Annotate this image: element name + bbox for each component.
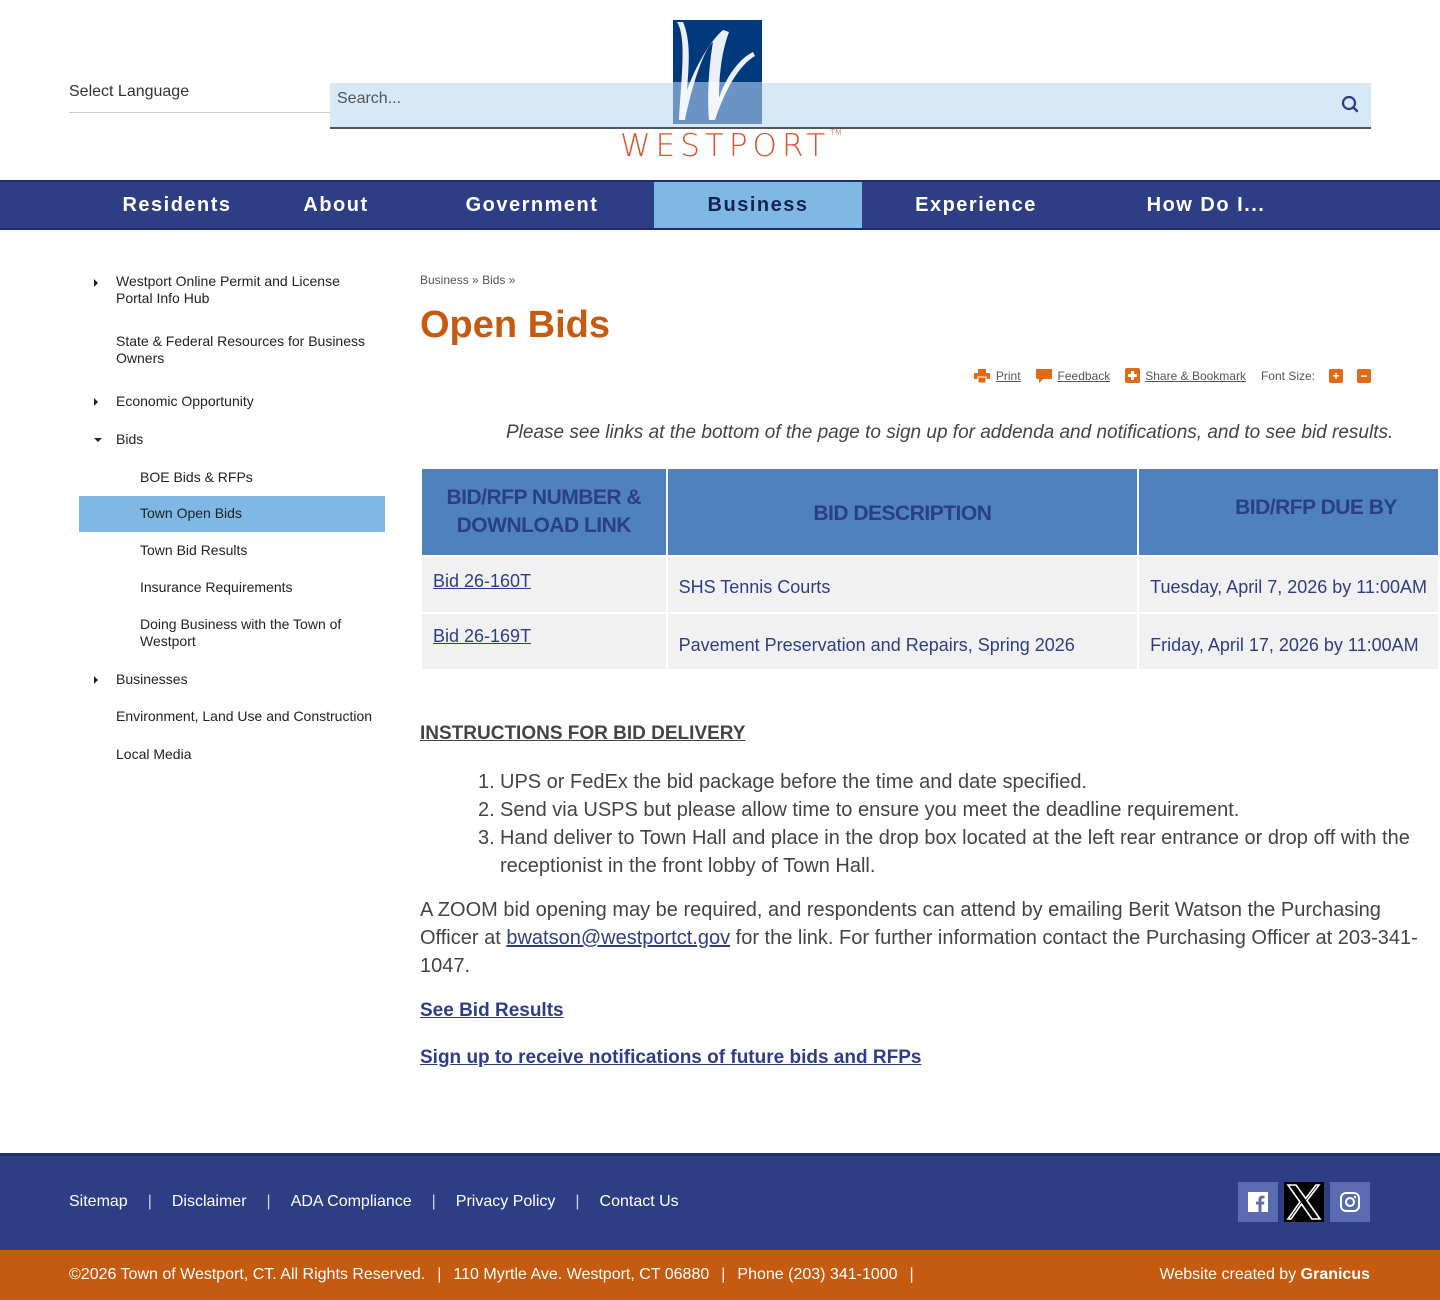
- granicus-link[interactable]: Granicus: [1300, 1266, 1370, 1283]
- facebook-link[interactable]: [1238, 1182, 1278, 1222]
- nav-item-experience[interactable]: Experience: [915, 193, 1037, 216]
- intro-text: Please see links at the bottom of the page to sign up for addenda and notifications, and to see bid results.: [506, 422, 1394, 443]
- sidebar-item-insurance-requirements[interactable]: [79, 569, 385, 606]
- footer-link-privacy[interactable]: Privacy Policy: [455, 1193, 556, 1210]
- x-logo-icon: [1285, 1183, 1323, 1221]
- sidebar-item-local-media[interactable]: [79, 735, 385, 773]
- footer-link-ada[interactable]: ADA Compliance: [290, 1193, 412, 1210]
- logo-wordmark: WESTPORT™: [620, 128, 842, 164]
- bid-number-cell: [422, 557, 666, 612]
- instructions-list: [478, 768, 1438, 880]
- sidebar-item-label: Doing Business with the Town of Westport: [140, 616, 342, 649]
- sidebar-item-economic-opportunity[interactable]: [79, 372, 385, 418]
- caret-down-icon: [94, 438, 102, 442]
- notifications-signup-link[interactable]: Sign up to receive notifications of future bids and RFPs: [420, 1047, 922, 1068]
- footer-bottom-bar: [0, 1250, 1440, 1300]
- table-header-row: [422, 469, 1438, 555]
- footer-link-sitemap[interactable]: Sitemap: [69, 1193, 128, 1210]
- sidebar-item-boe-bids[interactable]: [79, 456, 385, 496]
- nav-item-residents[interactable]: Residents: [122, 193, 232, 216]
- caret-right-icon: [94, 279, 98, 287]
- site-footer: [0, 1153, 1440, 1250]
- footer-contact-info: ©2026 Town of Westport, CT. All Rights Reserved. | 110 Myrtle Ave. Westport, CT 06880 | Phone (203) 341-1000 |: [69, 1266, 914, 1283]
- westport-w-logo-icon: [673, 20, 762, 124]
- bid-description-cell: SHS Tennis Courts: [668, 557, 1138, 612]
- search-input[interactable]: [330, 83, 1310, 127]
- table-row: [422, 557, 1438, 612]
- bid-description-cell: Pavement Preservation and Repairs, Spring 2026: [668, 614, 1138, 669]
- westport-logo[interactable]: [620, 20, 842, 165]
- sidebar-item-permit-portal[interactable]: [79, 268, 379, 312]
- nav-item-about[interactable]: About: [303, 193, 369, 216]
- language-select[interactable]: [69, 80, 371, 113]
- feedback-button[interactable]: Feedback: [1036, 369, 1111, 383]
- caret-right-icon: [94, 398, 98, 406]
- sidebar-item-town-bid-results[interactable]: [79, 532, 385, 569]
- bid-due-cell: Tuesday, April 7, 2026 by 11:00AM: [1139, 557, 1438, 612]
- bid-download-link[interactable]: Bid 26-169T: [433, 626, 532, 646]
- sidebar-item-label: Businesses: [116, 671, 188, 687]
- sidebar-item-label: Environment, Land Use and Construction: [116, 708, 373, 724]
- speech-bubble-icon: [1036, 369, 1052, 383]
- address-text: 110 Myrtle Ave. Westport, CT 06880: [453, 1266, 710, 1283]
- bids-table: [420, 467, 1440, 671]
- printer-icon: [974, 369, 990, 383]
- see-bid-results-link[interactable]: See Bid Results: [420, 1000, 564, 1021]
- purchasing-email-link[interactable]: bwatson@westportct.gov: [506, 927, 731, 949]
- sidebar-item-label: Town Open Bids: [140, 505, 242, 521]
- breadcrumb: Business » Bids »: [420, 273, 516, 287]
- instruction-item: 2. Send via USPS but please allow time to ensure you meet the deadline requirement.: [478, 799, 1240, 821]
- page-title: Open Bids: [420, 304, 611, 346]
- sidebar-item-town-open-bids[interactable]: [79, 496, 385, 532]
- facebook-icon: [1248, 1192, 1268, 1212]
- search-button[interactable]: [1339, 93, 1361, 115]
- sidebar-nav: [79, 268, 385, 773]
- column-header-due-by: BID/RFP DUE BY: [1139, 469, 1438, 555]
- site-header: [0, 0, 1440, 180]
- sidebar-item-label: Westport Online Permit and License Portal Info Hub: [116, 273, 340, 306]
- table-row: [422, 614, 1438, 669]
- nav-item-how-do-i[interactable]: How Do I...: [1146, 193, 1266, 216]
- search-icon: [1339, 93, 1361, 115]
- bid-due-cell: Friday, April 17, 2026 by 11:00AM: [1139, 614, 1438, 669]
- sidebar-item-doing-business[interactable]: [79, 606, 385, 660]
- copyright-text: ©2026 Town of Westport, CT. All Rights Reserved.: [69, 1266, 426, 1283]
- x-twitter-link[interactable]: [1284, 1182, 1324, 1222]
- breadcrumb-bids[interactable]: Bids: [482, 273, 506, 287]
- search-bar: [330, 83, 1371, 129]
- language-select-label: Select Language: [69, 83, 190, 100]
- sidebar-item-state-federal-resources[interactable]: [79, 312, 379, 372]
- nav-item-government[interactable]: Government: [465, 193, 599, 216]
- share-bookmark-button[interactable]: Share & Bookmark: [1125, 368, 1246, 383]
- footer-link-disclaimer[interactable]: Disclaimer: [171, 1193, 247, 1210]
- footer-links: Sitemap | Disclaimer | ADA Compliance | Privacy Policy | Contact Us: [69, 1193, 679, 1210]
- column-header-bid-number: BID/RFP NUMBER & DOWNLOAD LINK: [422, 469, 666, 555]
- sidebar-item-label: Bids: [116, 431, 144, 447]
- sidebar-item-businesses[interactable]: [79, 660, 385, 698]
- website-credit: Website created by Granicus: [1159, 1266, 1370, 1283]
- page-tools: [959, 368, 1371, 383]
- main-nav: [0, 180, 1440, 230]
- caret-right-icon: [94, 676, 98, 684]
- footer-link-contact[interactable]: Contact Us: [599, 1193, 679, 1210]
- sidebar-item-environment-land-use[interactable]: [79, 698, 385, 735]
- bid-download-link[interactable]: Bid 26-160T: [433, 571, 532, 591]
- instruction-item: 3. Hand deliver to Town Hall and place in the drop box located at the left rear entrance or drop off with the receptionist in the front lobby of Town Hall.: [478, 827, 1410, 877]
- bid-number-cell: [422, 614, 666, 669]
- instructions-heading: INSTRUCTIONS FOR BID DELIVERY: [420, 723, 746, 744]
- phone-text: Phone (203) 341-1000: [737, 1266, 898, 1283]
- instruction-item: 1. UPS or FedEx the bid package before the time and date specified.: [478, 771, 1088, 793]
- sidebar-item-bids[interactable]: [79, 418, 385, 456]
- font-decrease-button[interactable]: −: [1357, 369, 1371, 383]
- column-header-bid-description: BID DESCRIPTION: [668, 469, 1138, 555]
- sidebar-item-label: Local Media: [116, 746, 192, 762]
- sidebar-item-label: Insurance Requirements: [140, 579, 293, 595]
- instagram-icon: [1339, 1191, 1361, 1213]
- social-links: [1232, 1182, 1370, 1222]
- breadcrumb-business[interactable]: Business: [420, 273, 469, 287]
- zoom-opening-paragraph: A ZOOM bid opening may be required, and respondents can attend by emailing Berit Watson the Purchasing Officer at bwatson@westportct.gov for the link. For further information contact the Purchasing Officer at 203-341-1047.: [420, 899, 1418, 977]
- sidebar-item-label: State & Federal Resources for Business Owners: [116, 333, 366, 366]
- print-button[interactable]: Print: [974, 369, 1021, 383]
- font-increase-button[interactable]: +: [1329, 369, 1343, 383]
- instagram-link[interactable]: [1330, 1182, 1370, 1222]
- sidebar-item-label: Economic Opportunity: [116, 393, 254, 409]
- font-size-label: Font Size:: [1260, 368, 1315, 383]
- plus-square-icon: [1125, 368, 1140, 383]
- sidebar-item-label: Town Bid Results: [140, 542, 248, 558]
- nav-item-business[interactable]: Business: [654, 182, 862, 228]
- sidebar-item-label: BOE Bids & RFPs: [140, 469, 253, 485]
